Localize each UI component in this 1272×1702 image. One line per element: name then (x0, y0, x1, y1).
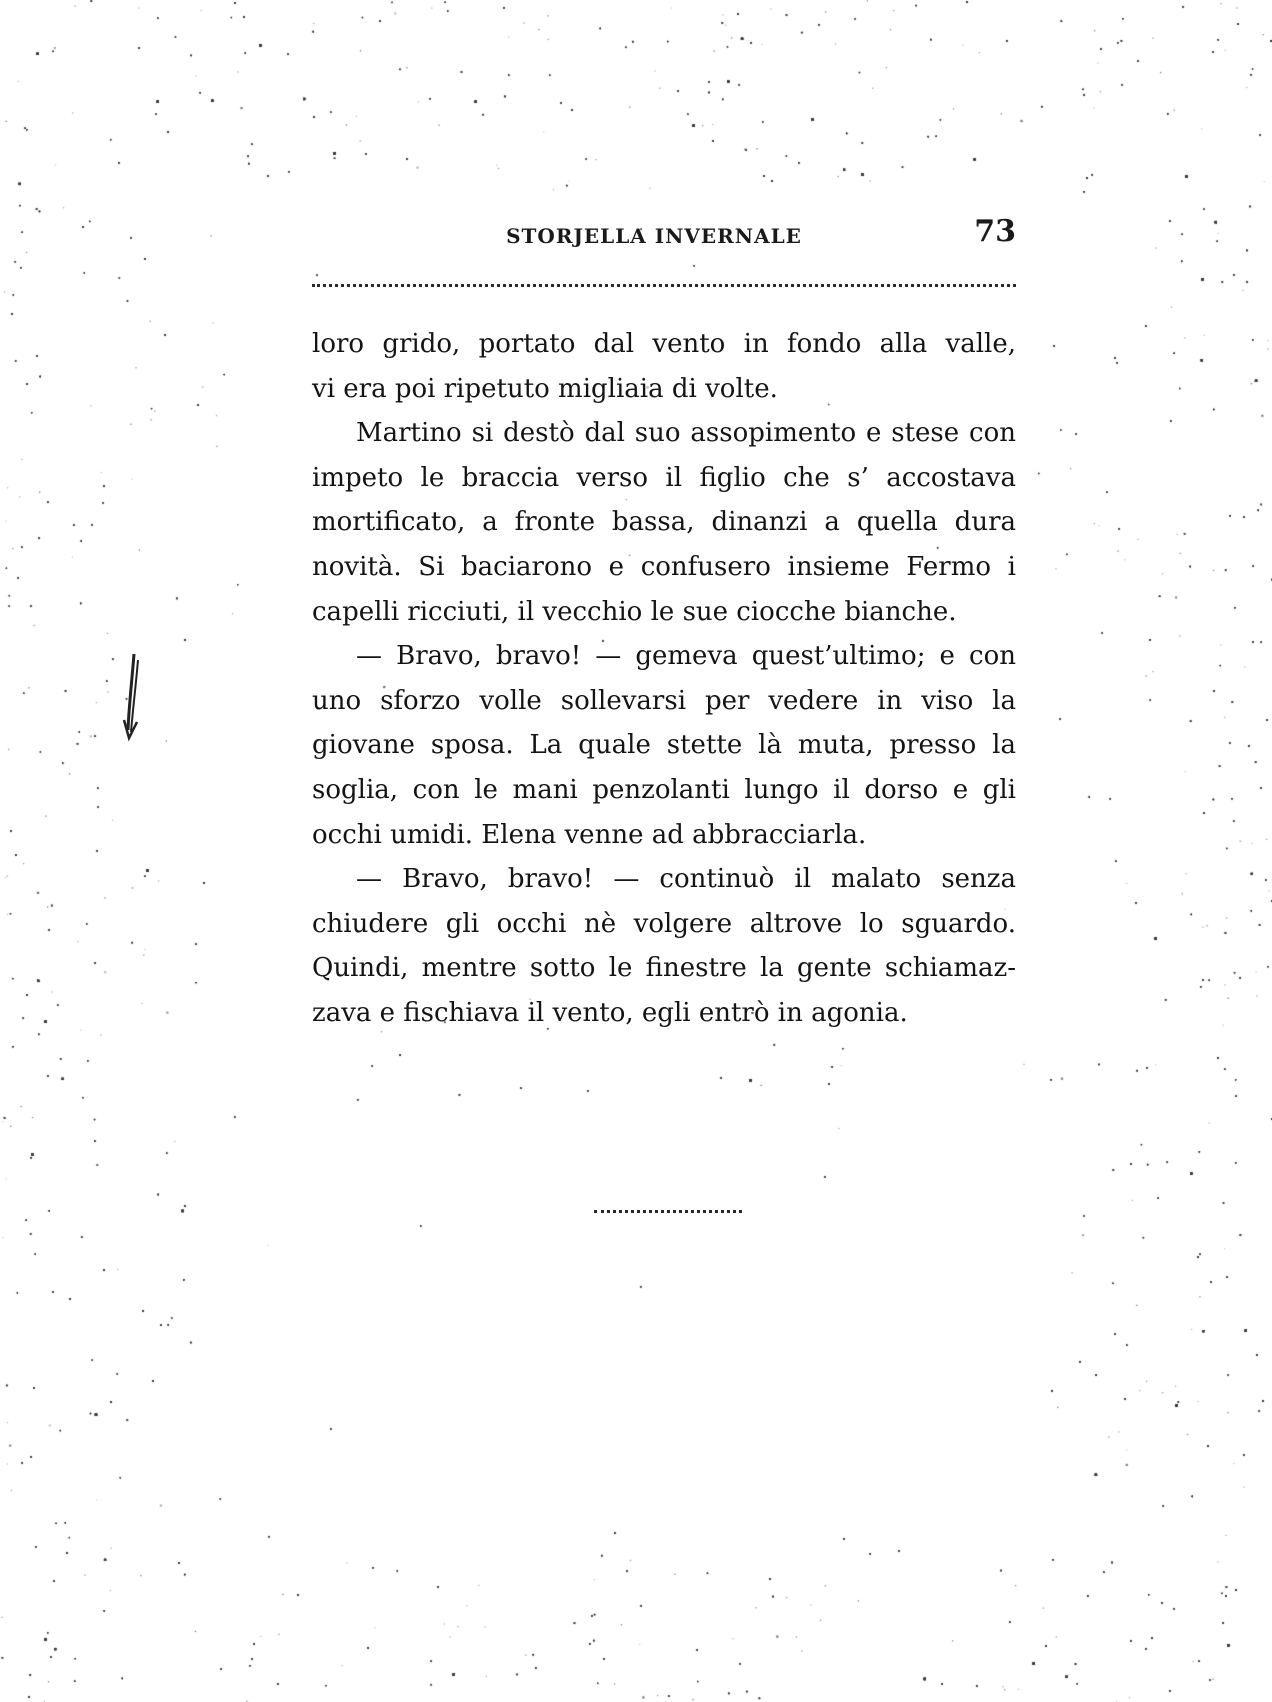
text-line: — Bravo, bravo! — continuò il malato senza (356, 864, 1016, 895)
margin-arrow-mark-icon (120, 650, 150, 742)
text-line: — Bravo, bravo! — gemeva quest’ultimo; e con (356, 641, 1016, 672)
text-line: uno sforzo volle sollevarsi per vedere in viso la (312, 685, 1016, 716)
text-line: Quindi, mentre sotto le finestre la gente schiamaz- (312, 953, 1016, 984)
paragraph-4 (312, 857, 1016, 1035)
paragraph-2 (312, 411, 1016, 634)
text-line: zava e fischiava il vento, egli entrò in agonia. (312, 997, 908, 1028)
text-line: occhi umidi. Elena venne ad abbracciarla. (312, 819, 867, 850)
text-line: Martino si destò dal suo assopimento e stese con (356, 418, 1016, 449)
text-line: mortificato, a fronte bassa, dinanzi a quella dura (312, 507, 1016, 538)
text-line: chiudere gli occhi nè volgere altrove lo sguardo. (312, 908, 1016, 939)
header-dotted-rule (312, 284, 1016, 287)
running-title: STORJELLA INVERNALE (506, 224, 802, 248)
text-line: loro grido, portato dal vento in fondo alla valle, (312, 329, 1016, 359)
text-line: capelli ricciuti, il vecchio le sue ciocche bianche. (312, 596, 957, 627)
text-line: soglia, con le mani penzolanti lungo il dorso e gli (312, 774, 1016, 805)
end-dotted-rule (594, 1210, 742, 1213)
text-line: giovane sposa. La quale stette là muta, presso la (312, 730, 1016, 761)
text-line: novità. Si baciarono e confusero insieme Fermo i (312, 551, 1016, 582)
paragraph-1 (312, 322, 1016, 411)
text-line: impeto le braccia verso il figlio che s’ accostava (312, 462, 1016, 493)
body-text (312, 322, 1016, 1036)
page-number: 73 (974, 214, 1016, 249)
paragraph-3 (312, 634, 1016, 857)
text-line: vi era poi ripetuto migliaia di volte. (312, 373, 778, 404)
